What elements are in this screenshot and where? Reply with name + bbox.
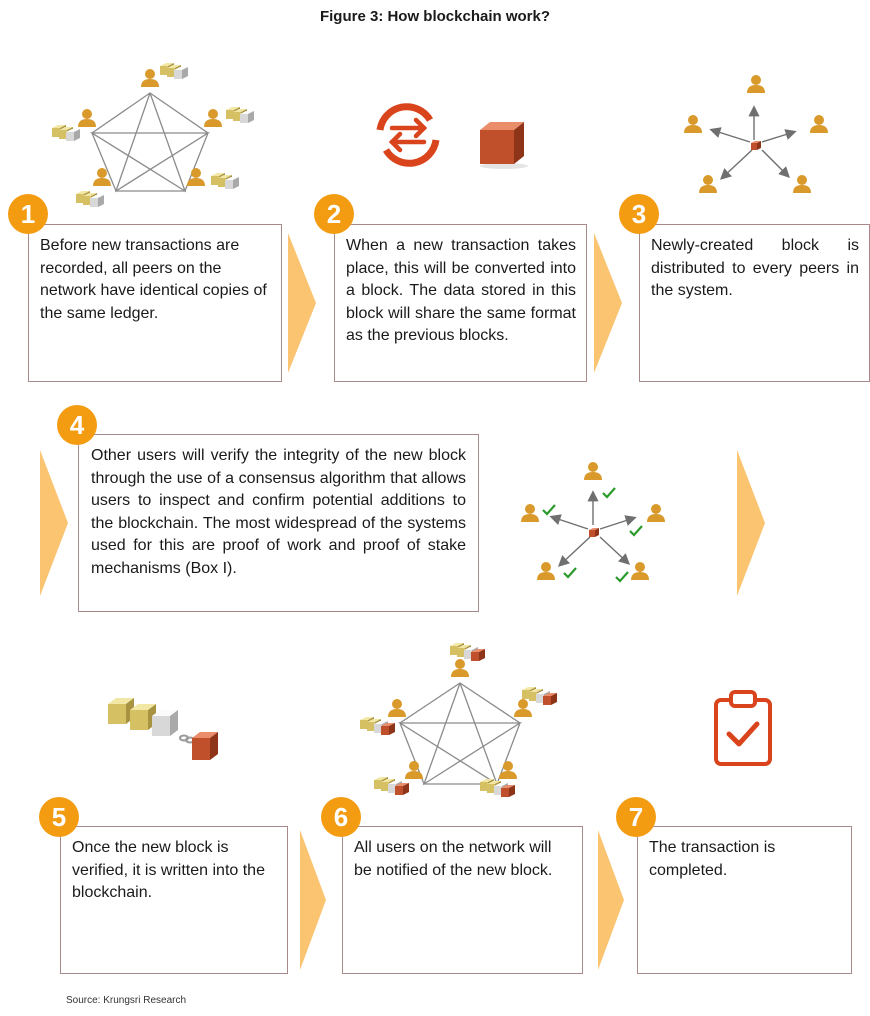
step-3-badge: 3 <box>619 194 659 234</box>
step-1-text: Before new transactions are recorded, all peers on the network have identical copies of the same ledger. <box>40 237 267 322</box>
step-1-badge: 1 <box>8 194 48 234</box>
block-icon <box>476 118 536 173</box>
step-6-box <box>342 826 583 974</box>
step-3-text: Newly-created block is distributed to every peers in the system. <box>651 237 859 299</box>
step-6-badge: 6 <box>321 797 361 837</box>
step-2-text: When a new transaction takes place, this will be converted into a block. The data stored in this block will share the same format as the previous blocks. <box>346 237 576 344</box>
arrow-right-icon <box>40 450 70 596</box>
step-4-text: Other users will verify the integrity of the new block through the use of a consensus algorithm that allows users to inspect and confirm potential additions to the blockchain. The most widespread of the systems used for this are proof of work and proof of stake mechanisms (Box I). <box>91 447 466 577</box>
step-4-badge: 4 <box>57 405 97 445</box>
step-3-box <box>639 224 870 382</box>
step-5-badge: 5 <box>39 797 79 837</box>
figure-title: Figure 3: How blockchain work? <box>319 8 551 25</box>
network-icon <box>350 638 580 813</box>
step-5-text: Once the new block is verified, it is written into the blockchain. <box>72 839 265 901</box>
step-7-box <box>637 826 852 974</box>
clipboard-check-icon <box>712 688 774 768</box>
network-icon <box>40 58 270 218</box>
step-2-badge: 2 <box>314 194 354 234</box>
arrow-right-icon <box>598 830 626 970</box>
chain-icon <box>104 690 234 770</box>
step-1-box <box>28 224 282 382</box>
exchange-icon <box>368 100 448 170</box>
arrow-right-icon <box>288 233 318 373</box>
distribute-icon <box>674 70 844 200</box>
source-note: Source: Krungsri Research <box>66 995 187 1006</box>
verify-icon <box>510 455 680 590</box>
step-2-box <box>334 224 587 382</box>
step-7-text: The transaction is completed. <box>649 839 776 879</box>
step-5-box <box>60 826 288 974</box>
step-6-text: All users on the network will be notified of the new block. <box>354 839 553 879</box>
step-7-badge: 7 <box>616 797 656 837</box>
step-4-box <box>78 434 479 612</box>
arrow-right-icon <box>300 830 328 970</box>
arrow-right-icon <box>594 233 624 373</box>
arrow-right-icon <box>737 450 767 596</box>
